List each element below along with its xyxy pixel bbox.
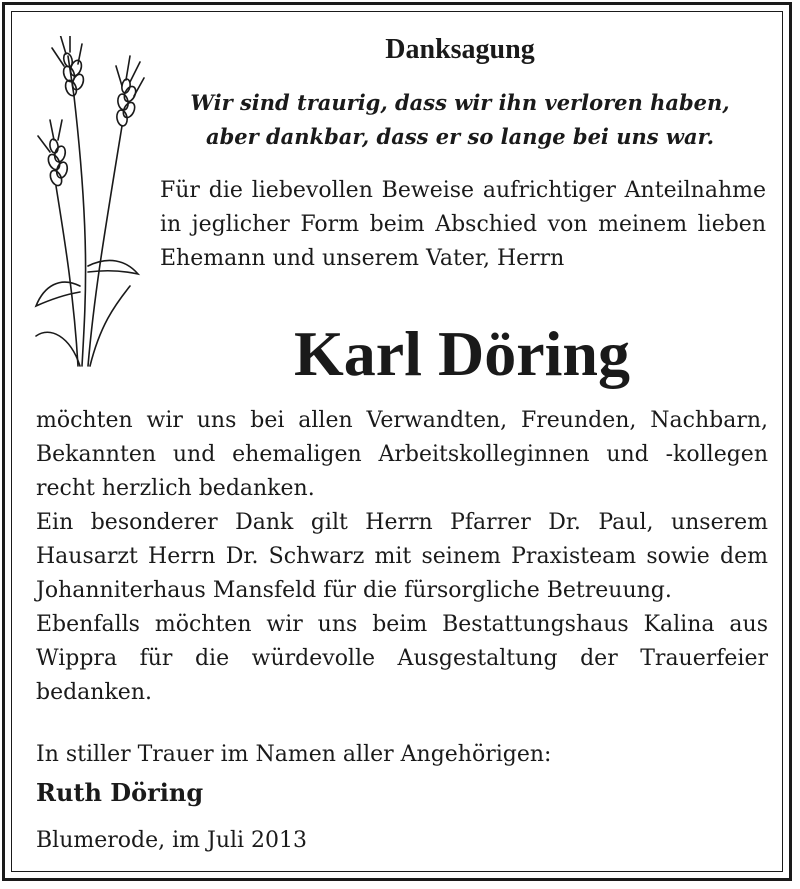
deceased-name: Karl Döring — [294, 318, 630, 389]
body-text — [36, 404, 768, 710]
intro-text: Für die liebevollen Beweise aufrichtiger Anteilnahme in jeglicher Form beim Abschied von meinem lieben Ehemann und unserem Vater, Herrn — [160, 178, 766, 271]
motto — [160, 86, 760, 154]
motto-line: aber dankbar, dass er so lange bei uns war. — [205, 124, 715, 149]
heading-title: Danksagung — [385, 34, 535, 65]
signoff-line: In stiller Trauer im Namen aller Angehörigen: — [36, 742, 552, 767]
signer-name: Ruth Döring — [36, 778, 204, 807]
paragraph: möchten wir uns bei allen Verwandten, Freunden, Nachbarn, Bekannten und ehemaligen Arbeitskolleginnen und -kollegen recht herzlich bedanken. — [36, 408, 768, 501]
wheat-ears-icon — [30, 36, 150, 376]
motto-line: Wir sind traurig, dass wir ihn verloren haben, — [190, 90, 730, 115]
paragraph: Ebenfalls möchten wir uns beim Bestattungshaus Kalina aus Wippra für die würdevolle Ausgestaltung der Trauerfeier bedanken. — [36, 612, 768, 705]
place-date: Blumerode, im Juli 2013 — [36, 828, 308, 853]
paragraph: Ein besonderer Dank gilt Herrn Pfarrer Dr. Paul, unserem Hausarzt Herrn Dr. Schwarz mit seinem Praxisteam sowie dem Johanniterhaus Mansfeld für die fürsorgliche Betreuung. — [36, 510, 768, 603]
